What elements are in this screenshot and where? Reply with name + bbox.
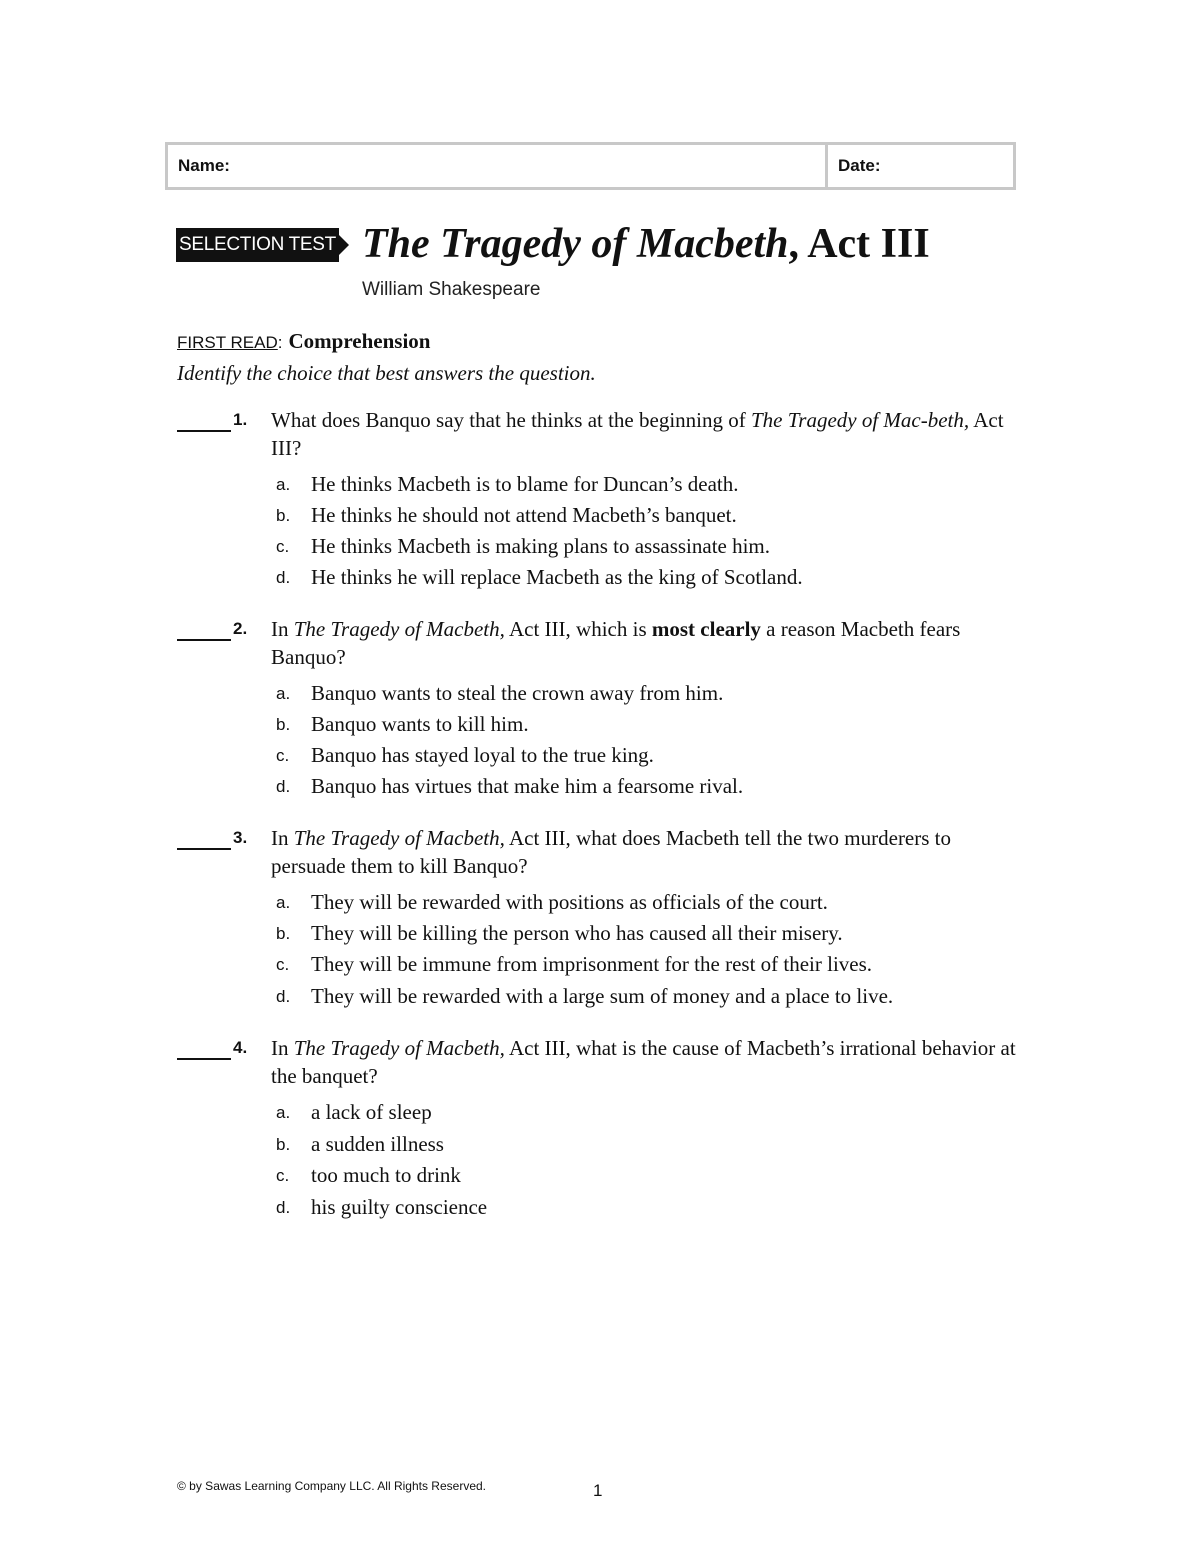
name-field[interactable] (168, 145, 828, 187)
comprehension-heading: Comprehension (288, 329, 431, 353)
section-heading (177, 329, 430, 354)
copyright-footer: © by Sawas Learning Company LLC. All Rights Reserved. (177, 1479, 486, 1493)
answer-blank[interactable] (177, 430, 231, 432)
question-text: In The Tragedy of Macbeth, Act III, what is the cause of Macbeth’s irrational behavior at the banquet? (271, 1036, 1016, 1088)
question-number: 2. (233, 619, 248, 638)
first-read-label: FIRST READ (177, 333, 278, 352)
answer-blank[interactable] (177, 848, 231, 850)
page-title (362, 220, 930, 268)
name-label: Name: (178, 156, 230, 175)
question-number: 1. (233, 410, 248, 429)
question-text: In The Tragedy of Macbeth, Act III, what does Macbeth tell the two murderers to persuade them to kill Banquo? (271, 826, 952, 878)
page-number: 1 (593, 1481, 603, 1500)
question-number: 3. (233, 828, 248, 847)
question-text: In The Tragedy of Macbeth, Act III, which is most clearly a reason Macbeth fears Banquo? (271, 617, 961, 669)
badge-arrow-icon (339, 235, 349, 255)
first-read-colon: : (277, 333, 283, 352)
question-text: What does Banquo say that he thinks at the beginning of The Tragedy of Mac-beth, Act III? (271, 408, 1004, 460)
title-rest: , Act III (788, 221, 930, 267)
answer-blank[interactable] (177, 1058, 231, 1060)
badge-label: SELECTION TEST (176, 228, 339, 262)
title-italic: The Tragedy of Macbeth (362, 221, 789, 267)
answer-blank[interactable] (177, 639, 231, 641)
selection-test-badge (176, 228, 349, 262)
instructions: Identify the choice that best answers the question. (177, 361, 596, 385)
date-field[interactable] (828, 145, 1013, 187)
name-date-box (165, 142, 1016, 190)
date-label: Date: (838, 156, 881, 175)
question-number: 4. (233, 1038, 248, 1057)
author: William Shakespeare (362, 279, 541, 300)
